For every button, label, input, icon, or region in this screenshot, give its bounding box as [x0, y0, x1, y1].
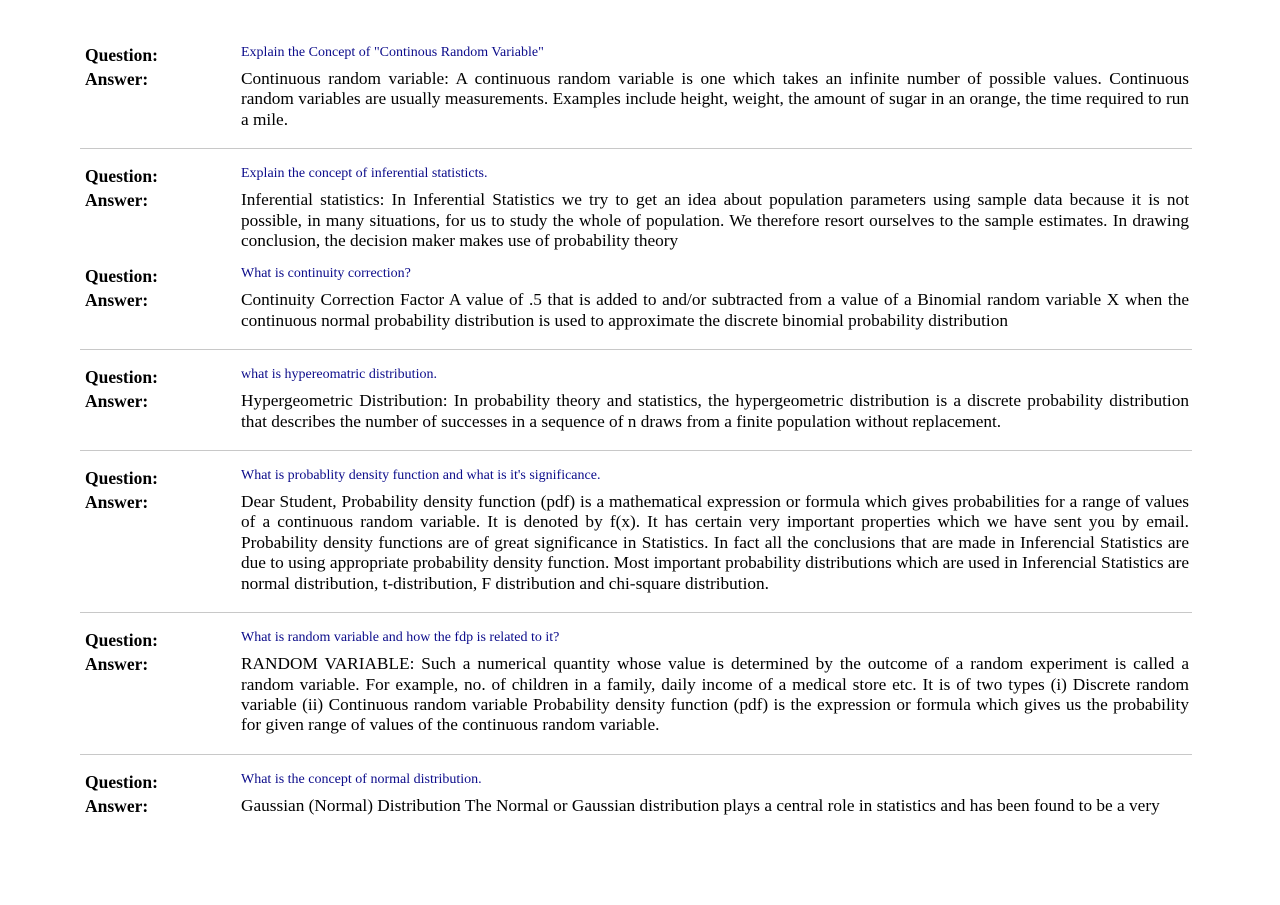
qa-block	[80, 163, 1192, 350]
answer-label: Answer:	[85, 190, 149, 211]
answer-label: Answer:	[85, 654, 149, 675]
question-label: Question:	[85, 367, 158, 388]
answer-text: Inferential statistics: In Inferential Statistics we try to get an idea about population parameters using sample data because it is not possible, in many situations, for us to study the whole of population. We therefore resort ourselves to the sample estimates. In drawing conclusion, the decision maker makes use of probability theory	[241, 190, 1189, 251]
answer-text: Dear Student, Probability density function (pdf) is a mathematical expression or formula which gives probabilities for a range of values of a continuous random variable. It is denoted by f(x). It has certain very important properties which we have sent you by email. Probability density functions are of great significance in Statistics. In fact all the conclusions that are made in Inferencial Statistics are due to using appropriate probability density function. Most important probability distributions which are used in Inferencial Statistics are normal distribution, t-distribution, F distribution and chi-square distribution.	[241, 492, 1189, 593]
question-row	[80, 465, 1192, 487]
question-text: What is continuity correction?	[241, 266, 411, 282]
answer-label: Answer:	[85, 290, 149, 311]
question-label: Question:	[85, 630, 158, 651]
answer-row	[80, 290, 1192, 331]
question-row	[80, 627, 1192, 649]
question-row	[80, 769, 1192, 791]
answer-label: Answer:	[85, 795, 149, 816]
question-text: Explain the Concept of "Continous Random Variable"	[241, 45, 544, 60]
qa-block	[80, 42, 1192, 149]
question-text: what is hypereomatric distribution.	[241, 367, 437, 383]
answer-text: Continuity Correction Factor A value of .5 that is added to and/or subtracted from a value of a Binomial random variable X when the continuous normal probability distribution is used to approximate the discrete binomial probability distribution	[241, 290, 1189, 330]
question-label: Question:	[85, 771, 158, 792]
qa-block	[80, 627, 1192, 755]
question-row	[80, 263, 1192, 285]
answer-row	[80, 391, 1192, 432]
question-label: Question:	[85, 266, 158, 287]
answer-label: Answer:	[85, 391, 149, 412]
question-text: What is random variable and how the fdp is related to it?	[241, 630, 560, 646]
answer-text: Continuous random variable: A continuous random variable is one which takes an infinite number of possible values. Continuous random variables are usually measurements. Examples include height, weight, the amount of sugar in an orange, the time required to run a mile.	[241, 69, 1189, 129]
qa-document	[80, 42, 1192, 848]
answer-label: Answer:	[85, 69, 149, 89]
answer-text: Hypergeometric Distribution: In probability theory and statistics, the hypergeometric distribution is a discrete probability distribution that describes the number of successes in a sequence of n draws from a finite population without replacement.	[241, 391, 1189, 431]
answer-text: RANDOM VARIABLE: Such a numerical quantity whose value is determined by the outcome of a random experiment is called a random variable. For example, no. of children in a family, daily income of a medical store etc. It is of two types (i) Discrete random variable (ii) Continuous random variable Probability density function (pdf) is the expression or formula which gives us the probability for given range of values of the continuous random variable.	[241, 654, 1189, 735]
qa-block	[80, 769, 1192, 834]
answer-row	[80, 190, 1192, 251]
question-text: Explain the concept of inferential statisticts.	[241, 166, 488, 182]
question-row	[80, 364, 1192, 386]
answer-label: Answer:	[85, 492, 149, 513]
answer-row	[80, 69, 1192, 130]
question-row	[80, 42, 1192, 64]
question-row	[80, 163, 1192, 185]
question-label: Question:	[85, 468, 158, 489]
question-label: Question:	[85, 45, 158, 65]
qa-block	[80, 364, 1192, 451]
answer-row	[80, 654, 1192, 736]
answer-row	[80, 796, 1192, 816]
answer-row	[80, 492, 1192, 594]
answer-text: Gaussian (Normal) Distribution The Normal or Gaussian distribution plays a central role in statistics and has been found to be a very	[241, 795, 1160, 815]
question-text: What is the concept of normal distribution.	[241, 771, 482, 787]
question-text: What is probablity density function and what is it's significance.	[241, 468, 601, 484]
qa-block	[80, 465, 1192, 613]
question-label: Question:	[85, 166, 158, 187]
